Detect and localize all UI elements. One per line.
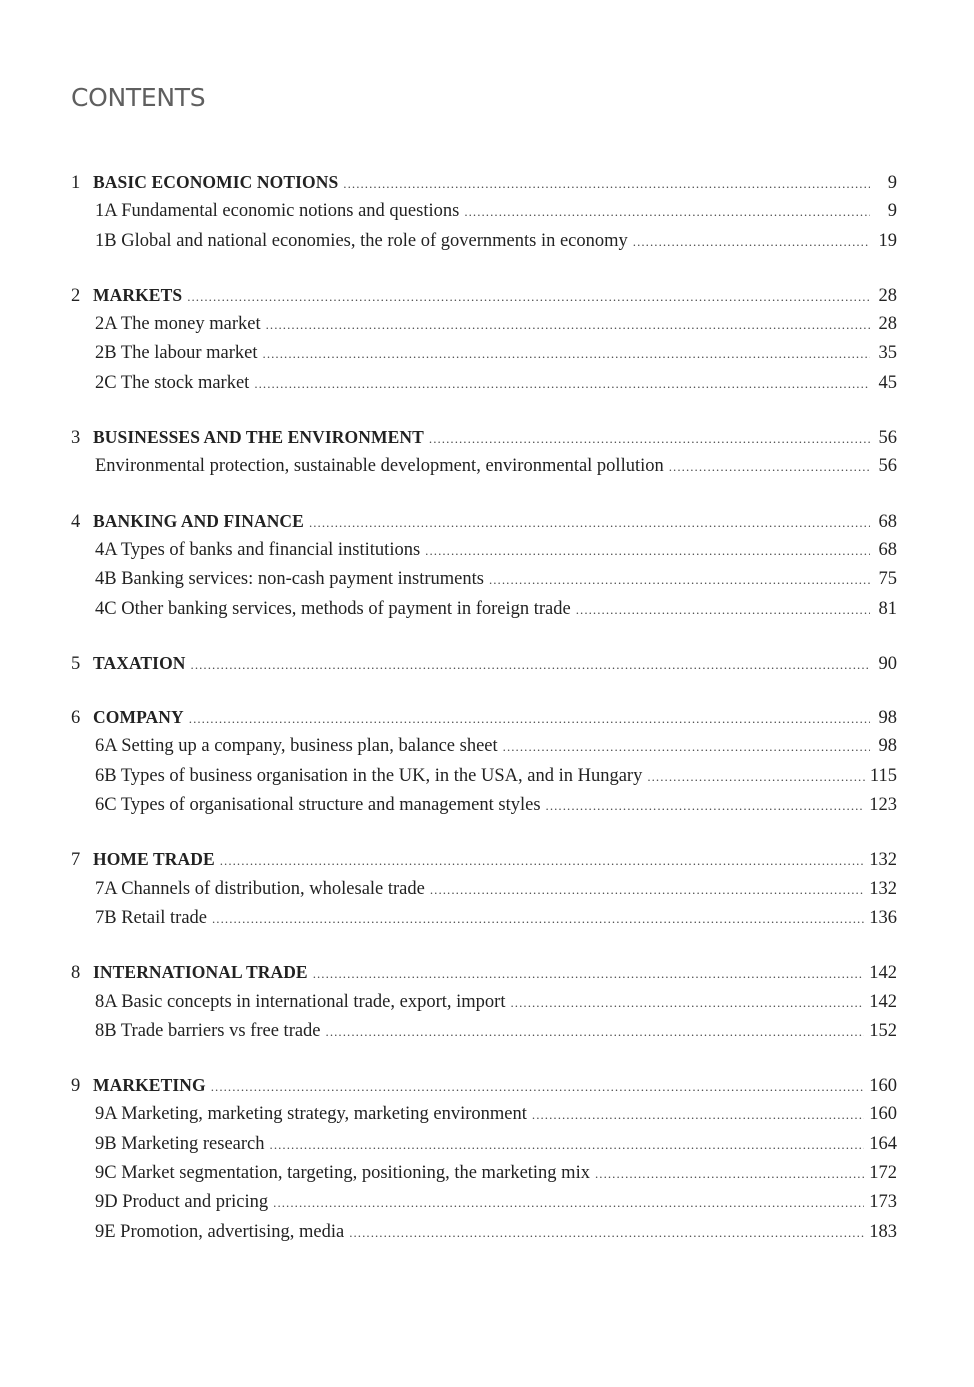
toc-section-entry[interactable] [71,766,897,795]
toc-section-entry[interactable] [71,1192,897,1221]
toc-chapter-entry[interactable] [71,653,897,682]
chapter-title: BANKING AND FINANCE [93,510,304,531]
page-number: 45 [878,372,897,393]
toc-chapter-entry[interactable] [71,427,897,456]
dot-leader [266,317,870,333]
table-of-contents [71,172,897,1276]
chapter-title: MARKETING [93,1075,206,1096]
section-title: 1A Fundamental economic notions and questions [95,201,460,222]
dot-leader [647,769,865,785]
page-number: 164 [869,1133,897,1154]
section-title: 7B Retail trade [95,907,207,928]
toc-section-entry[interactable] [71,795,897,824]
toc-section-entry[interactable] [71,879,897,908]
page-number: 183 [869,1221,897,1242]
page-number: 98 [878,736,897,757]
dot-leader [309,515,870,531]
section-title: 4B Banking services: non-cash payment instruments [95,569,484,590]
section-title: 9C Market segmentation, targeting, positioning, the marketing mix [95,1163,590,1184]
page-number: 123 [869,795,897,816]
toc-chapter-entry[interactable] [71,962,897,991]
section-title: 7A Channels of distribution, wholesale trade [95,878,425,899]
dot-leader [349,1225,864,1241]
chapter-group [71,653,897,682]
section-title: 9B Marketing research [95,1133,265,1154]
chapter-title: BASIC ECONOMIC NOTIONS [93,172,339,192]
toc-section-entry[interactable] [71,1222,897,1251]
chapter-title: INTERNATIONAL TRADE [93,962,308,983]
dot-leader [430,882,864,898]
section-title: 2A The money market [95,314,261,335]
toc-section-entry[interactable] [71,201,897,230]
section-title: 1B Global and national economies, the role of governments in economy [95,230,628,251]
page-number: 9 [887,173,897,193]
page-number: 56 [878,428,897,449]
section-title: 8A Basic concepts in international trade, export, import [95,991,506,1012]
dot-leader [326,1024,865,1040]
toc-chapter-entry[interactable] [71,511,897,540]
toc-section-entry[interactable] [71,1021,897,1050]
toc-section-entry[interactable] [71,569,897,598]
chapter-group [71,962,897,1050]
toc-section-entry[interactable] [71,1104,897,1133]
chapter-number: 3 [71,428,81,449]
chapter-title: MARKETS [93,284,183,305]
section-title: 6C Types of organisational structure and management styles [95,795,541,816]
section-title: 4A Types of banks and financial institutions [95,539,421,560]
dot-leader [489,572,870,588]
toc-section-entry[interactable] [71,736,897,765]
toc-section-entry[interactable] [71,343,897,372]
page-number: 81 [878,598,897,619]
chapter-number: 9 [71,1076,81,1097]
dot-leader [263,346,870,362]
chapter-title: COMPANY [93,707,184,728]
page-number: 132 [869,878,897,899]
toc-section-entry[interactable] [71,908,897,937]
chapter-title: BUSINESSES AND THE ENVIRONMENT [93,427,424,448]
page-number: 75 [878,569,897,590]
page-number: 19 [878,230,897,251]
section-title: Environmental protection, sustainable development, environmental pollution [95,456,664,477]
dot-leader [511,995,865,1011]
chapter-number: 4 [71,511,81,532]
section-title: 2B The labour market [95,343,258,364]
chapter-number: 5 [71,653,81,674]
toc-section-entry[interactable] [71,992,897,1021]
page-number: 142 [869,963,897,984]
toc-section-entry[interactable] [71,1163,897,1192]
section-title: 4C Other banking services, methods of payment in foreign trade [95,598,571,619]
page-number: 160 [869,1104,897,1125]
dot-leader [254,376,870,392]
section-title: 9D Product and pricing [95,1192,269,1213]
dot-leader [270,1137,865,1153]
dot-leader [532,1107,864,1123]
page-number: 173 [869,1192,897,1213]
toc-section-entry[interactable] [71,456,897,485]
toc-chapter-entry[interactable] [71,172,897,201]
dot-leader [343,176,870,192]
toc-chapter-entry[interactable] [71,707,897,736]
dot-leader [212,911,864,927]
dot-leader [669,459,870,475]
page-number: 132 [869,850,897,871]
page-number: 28 [878,285,897,306]
chapter-number: 2 [71,285,81,306]
toc-chapter-entry[interactable] [71,849,897,878]
toc-chapter-entry[interactable] [71,285,897,314]
toc-section-entry[interactable] [71,599,897,628]
page-number: 56 [878,456,897,477]
section-title: 8B Trade barriers vs free trade [95,1020,321,1041]
chapter-number: 6 [71,708,81,729]
dot-leader [189,711,870,727]
chapter-group [71,285,897,402]
chapter-title: HOME TRADE [93,849,215,870]
chapter-group [71,172,897,260]
dot-leader [187,289,870,305]
toc-section-entry[interactable] [71,231,897,260]
toc-section-entry[interactable] [71,540,897,569]
dot-leader [211,1079,865,1095]
dot-leader [273,1195,864,1211]
dot-leader [191,657,870,673]
page-number: 68 [878,539,897,560]
dot-leader [425,543,870,559]
chapter-group [71,1075,897,1251]
dot-leader [633,234,870,250]
toc-section-entry[interactable] [71,373,897,402]
chapter-group [71,707,897,824]
dot-leader [464,204,870,220]
toc-section-entry[interactable] [71,314,897,343]
chapter-number: 8 [71,963,81,984]
page-number: 98 [878,708,897,729]
dot-leader [313,966,865,982]
dot-leader [595,1166,864,1182]
page-number: 35 [878,343,897,364]
chapter-number: 1 [71,173,81,193]
section-title: 9E Promotion, advertising, media [95,1221,345,1242]
page-number: 136 [869,907,897,928]
chapter-title: TAXATION [93,652,186,673]
page-number: 152 [869,1020,897,1041]
chapter-group [71,511,897,628]
section-title: 6B Types of business organisation in the UK, in the USA, and in Hungary [95,765,643,786]
page-number: 28 [878,314,897,335]
page-number: 68 [878,511,897,532]
section-title: 9A Marketing, marketing strategy, marketing environment [95,1104,527,1125]
dot-leader [576,602,870,618]
chapter-number: 7 [71,850,81,871]
chapter-group [71,849,897,937]
page-number: 172 [869,1163,897,1184]
page-number: 142 [869,991,897,1012]
section-title: 6A Setting up a company, business plan, balance sheet [95,736,498,757]
chapter-group [71,427,897,486]
page-number: 90 [878,653,897,674]
dot-leader [429,431,870,447]
page-title: CONTENTS [71,83,206,112]
dot-leader [503,739,870,755]
page-number: 115 [869,765,897,786]
dot-leader [546,798,865,814]
page-number: 160 [869,1076,897,1097]
dot-leader [220,853,865,869]
page-number: 9 [887,201,897,222]
toc-section-entry[interactable] [71,1134,897,1163]
toc-chapter-entry[interactable] [71,1075,897,1104]
section-title: 2C The stock market [95,372,250,393]
